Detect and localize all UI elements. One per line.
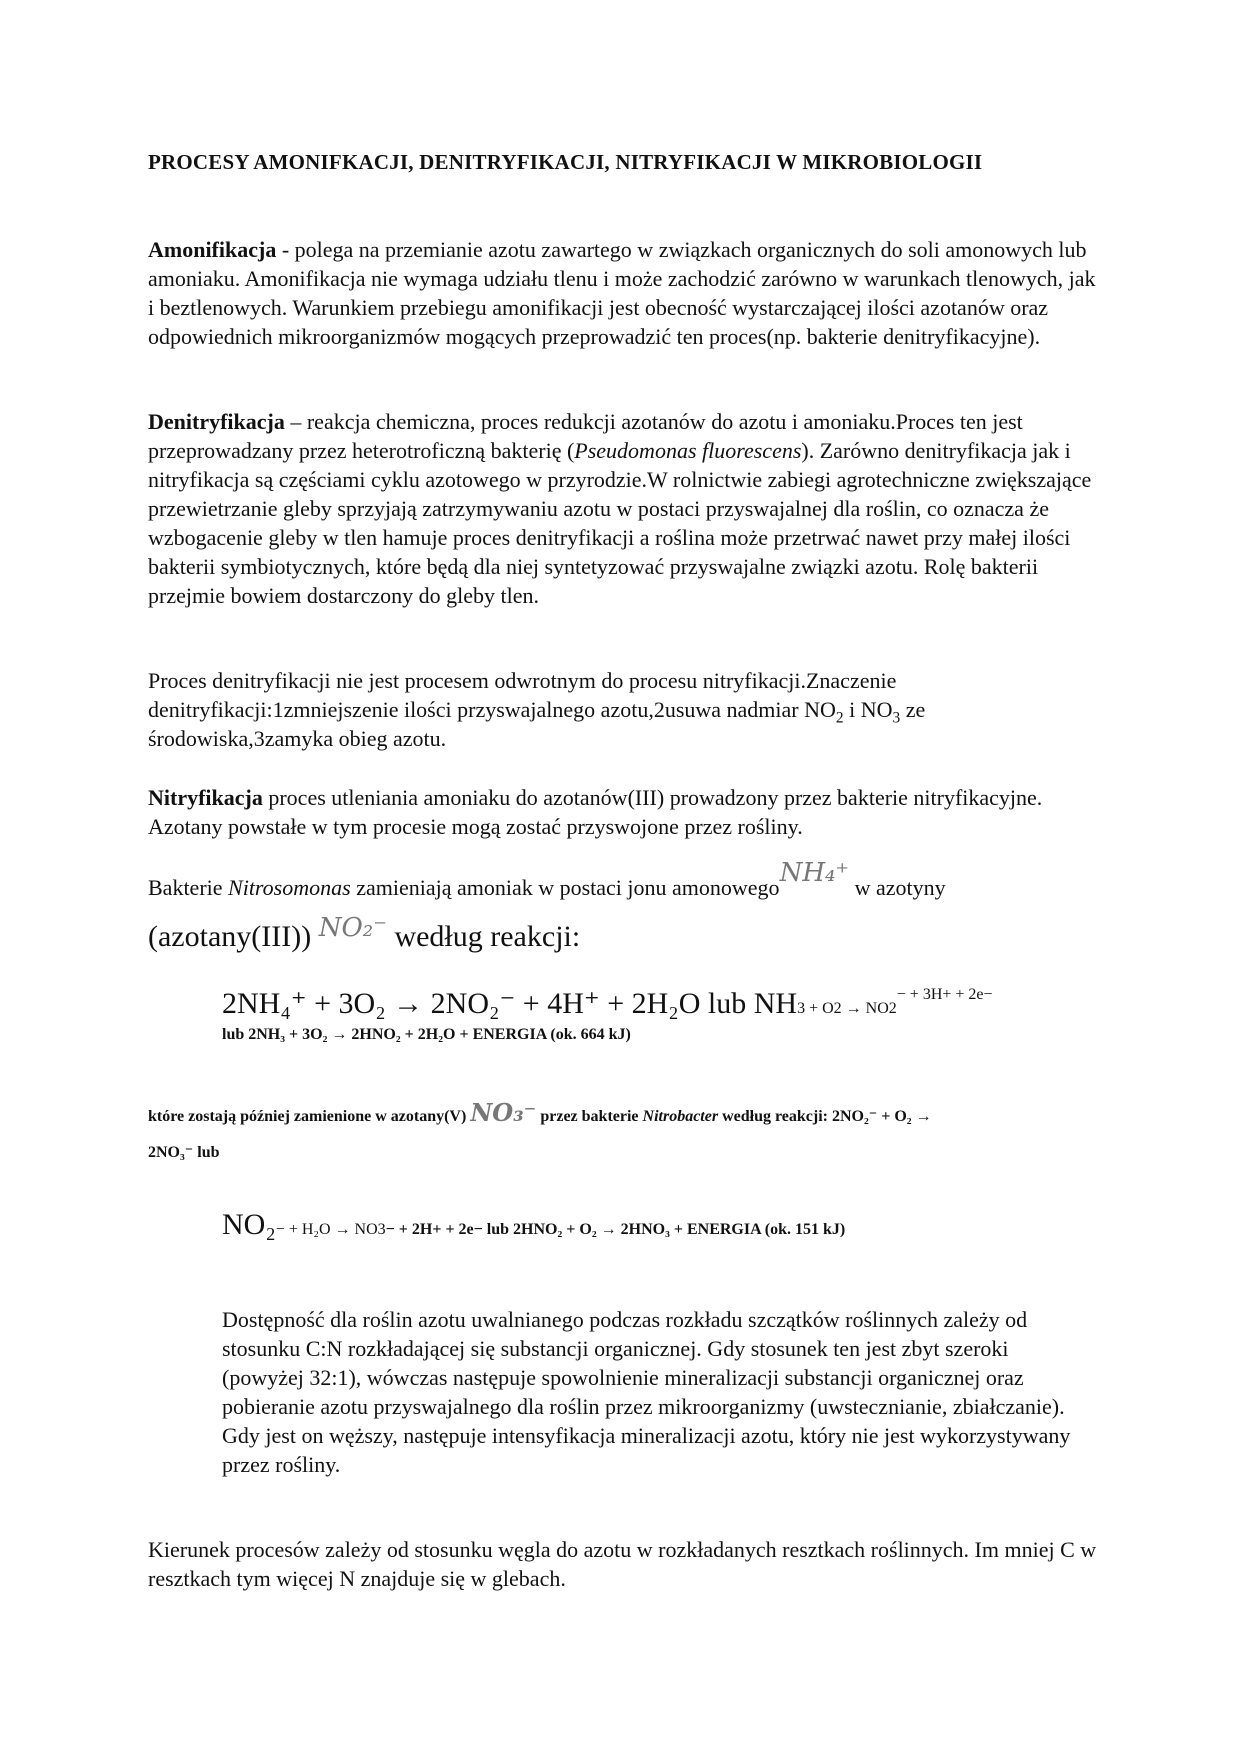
page-title: PROCESY AMONIFKACJI, DENITRYFIKACJI, NITRYFIKACJI W MIKROBIOLOGII: [148, 150, 983, 174]
paragraph-denitryfikacja: [148, 407, 1098, 610]
nitrites-line: (azotany(III)) NO₂⁻ według reakcji:: [148, 913, 581, 953]
paragraph-cn-ratio: Dostępność dla roślin azotu uwalnianego podczas rozkładu szczątków roślinnych zależy od stosunku C:N rozkładającej się substancji organicznej. Gdy stosunek ten jest zbyt szeroki (powyżej 32:1), wówczas następuje spowolnienie mineralizacji substancji organicznej oraz pobieranie azotu przyswajalnego dla roślin przez mikroorganizmy (uwstecznianie, zbiałczanie). Gdy jest on węższy, następuje intensyfikacja mineralizacji azotu, który nie jest wykorzystywany przez rośliny.: [222, 1307, 1071, 1477]
paragraph-text: Proces denitryfikacji nie jest procesem odwrotnym do procesu nitryfikacji.Znaczenie denitryfikacji:1zmniejszenie ilości przyswajalnego azotu,2usuwa nadmiar NO: [148, 668, 897, 722]
term-nitryfikacja: Nitryfikacja: [148, 785, 263, 810]
term-amonifikacja: Amonifikacja: [148, 237, 277, 262]
paragraph-text: – reakcja chemiczna, proces redukcji azotanów do azotu i amoniaku.Proces ten jest przeprowadzany przez heterotroficzną bakterię (: [148, 409, 1023, 463]
paragraph-text: - polega na przemianie azotu zawartego w związkach organicznych do soli amonowych lub amoniaku. Amonifikacja nie wymaga udziału tlenu i może zachodzić zarówno w warunkach tlenowych, jak i beztlenowych. Warunkiem przebiegu amonifikacji jest obecność wystarczającej ilości azotanów oraz odpowiednich mikroorganizmów mogących przeprowadzić ten proces(np. bakterie denitryfikacyjne).: [148, 237, 1096, 349]
nitrate-formula: NO₃⁻: [470, 1098, 537, 1127]
genus-nitrobacter: Nitrobacter: [642, 1108, 719, 1125]
reaction-equation-1b: lub 2NH₃ + 3O₂ → 2HNO₂ + 2H₂O + ENERGIA (ok. 664 kJ): [222, 1026, 631, 1043]
species-name: Pseudomonas fluorescens: [574, 438, 802, 463]
subscript: 3: [892, 709, 901, 727]
genus-nitrosomonas: Nitrosomonas: [228, 875, 351, 900]
paragraph-conclusion: Kierunek procesów zależy od stosunku węgla do azotu w rozkładanych resztkach roślinnych. Im mniej C w resztkach tym więcej N znajduje się w glebach.: [148, 1537, 1097, 1591]
paragraph-text: proces utleniania amoniaku do azotanów(III) prowadzony przez bakterie nitryfikacyjne. Azotany powstałe w tym procesie mogą zostać przyswojone przez rośliny.: [148, 785, 1043, 839]
paragraph-text: i NO: [843, 697, 893, 722]
paragraph-amonifikacja: [148, 235, 1098, 351]
paragraph-significance: [148, 666, 1098, 753]
term-denitryfikacja: Denitryfikacja: [148, 409, 285, 434]
paragraph-nitryfikacja: [148, 783, 1098, 841]
nitrobacter-line: które zostają później zamienione w azotany(V) NO₃⁻ przez bakterie Nitrobacter według reakcji: 2NO₂⁻ + O₂ →: [148, 1098, 932, 1127]
subscript: 2: [835, 709, 844, 727]
nitrobacter-line-2: 2NO₃⁻ lub: [148, 1144, 220, 1161]
ammonium-formula: NH₄⁺: [779, 858, 850, 888]
nitrosomonas-line: Bakterie Nitrosomonas zamieniają amoniak w postaci jonu amonowegoNH₄⁺ w azotyny: [148, 858, 946, 900]
paragraph-text: ). Zarówno denitryfikacja jak i nitryfikacja są częściami cyklu azotowego w przyrodzie.W rolnictwie zabiegi agrotechniczne zwiększające przewietrzanie gleby sprzyjają zatrzymywaniu azotu w postaci przyswajalnej dla roślin, co oznacza że wzbogacenie gleby w tlen hamuje proces denitryfikacji a roślina może przetrwać nawet przy małej ilości bakterii symbiotycznych, które będą dla niej syntetyzować przyswajalne związki azotu. Rolę bakterii przejmie bowiem dostarczony do gleby tlen.: [148, 438, 1092, 608]
reaction-equation-1: 2NH₄⁺ + 3O₂ → 2NO₂⁻ + 4H⁺ + 2H₂O lub $NH3 + O2 \to NO2^{- + 3H+ + 2e-}$: [222, 986, 993, 1020]
reaction-equation-2: NO₂− + H₂O → NO3− + 2H+ + 2e− lub 2HNO₂ + O₂ → 2HNO₃ + ENERGIA (ok. 151 kJ): [222, 1208, 846, 1241]
paragraph-text: ze środowiska,3zamyka obieg azotu.: [148, 697, 926, 751]
nitrite-formula: NO₂⁻: [318, 913, 387, 943]
